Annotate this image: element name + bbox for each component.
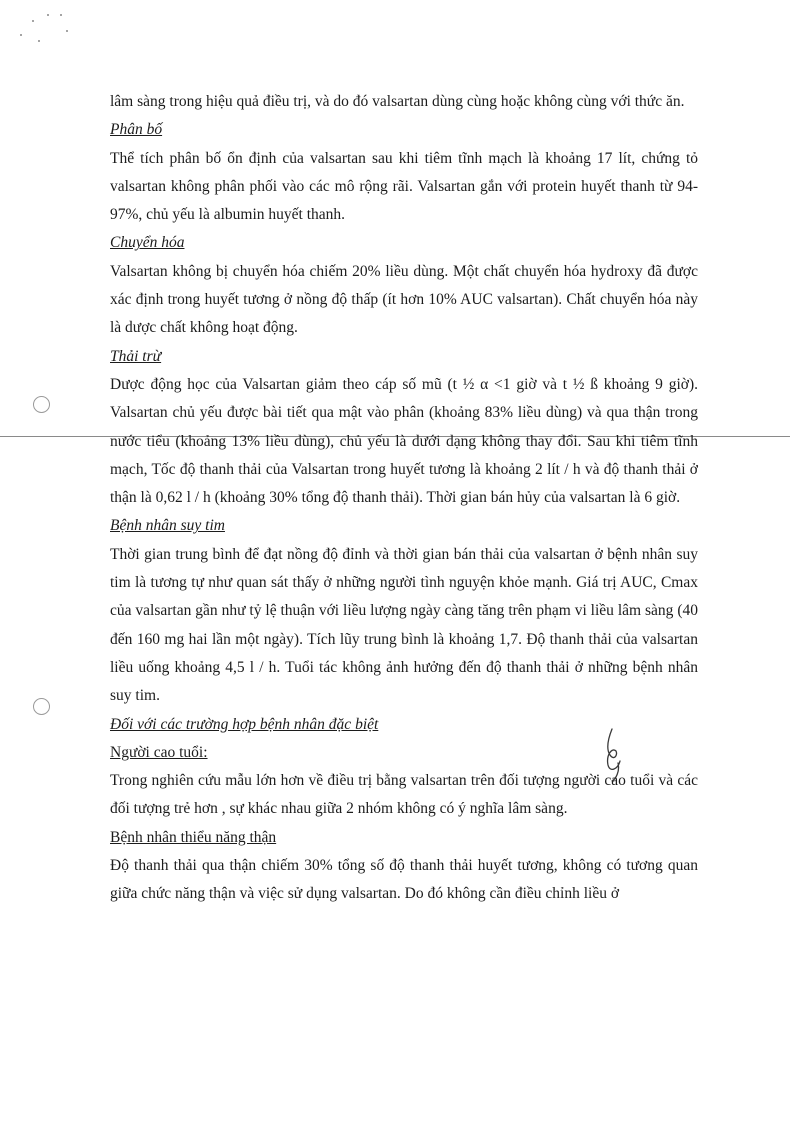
section-heading: Bệnh nhân thiểu năng thận — [110, 828, 277, 846]
scan-speck — [20, 34, 22, 36]
section-heading: Phân bố — [110, 121, 163, 139]
section-heading: Người cao tuổi: — [110, 743, 208, 761]
section-heading: Bệnh nhân suy tim — [110, 517, 225, 535]
scan-speck — [66, 30, 68, 32]
body-paragraph: Độ thanh thải qua thận chiếm 30% tổng số độ thanh thải huyết tương, không có tương quan giữa chức năng thận và việc sử dụng valsartan. Do đó không cần điều chỉnh liều ở — [110, 857, 698, 903]
body-paragraph: lâm sàng trong hiệu quả điều trị, và do đó valsartan dùng cùng hoặc không cùng với thức ăn. — [110, 93, 685, 110]
scan-speck — [60, 14, 62, 16]
section-heading: Chuyển hóa — [110, 234, 185, 252]
scan-speck — [38, 40, 40, 42]
scan-speck — [47, 14, 49, 16]
punch-hole-top — [33, 396, 50, 413]
body-paragraph: Thể tích phân bố ổn định của valsartan sau khi tiêm tĩnh mạch là khoảng 17 lít, chứng tỏ valsartan không phân phối vào các mô rộng rãi. Valsartan gắn với protein huyết thanh từ 94-97%, chủ yếu là albumin huyết thanh. — [110, 149, 698, 224]
body-paragraph: Trong nghiên cứu mẫu lớn hơn về điều trị bằng valsartan trên đối tượng người cao tuổi và các đối tượng trẻ hơn , sự khác nhau giữa 2 nhóm không có ý nghĩa lâm sàng. — [110, 772, 698, 818]
document-body — [110, 88, 698, 909]
body-paragraph: Valsartan không bị chuyển hóa chiếm 20% liều dùng. Một chất chuyển hóa hydroxy đã được xác định trong huyết tương ở nồng độ thấp (ít hơn 10% AUC valsartan). Chất chuyển hóa này là dược chất không hoạt động. — [110, 262, 698, 337]
section-heading: Thải trừ — [110, 347, 162, 365]
section-heading: Đối với các trường hợp bệnh nhân đặc biệt — [110, 715, 379, 733]
scan-speck — [32, 20, 34, 22]
body-paragraph: Dược động học của Valsartan giảm theo cáp số mũ (t ½ α <1 giờ và t ½ ß khoảng 9 giờ). Valsartan chủ yếu được bài tiết qua mật vào phân (khoảng 83% liều dùng) và qua thận trong nước tiểu (khoảng 13% liều dùng), chủ yếu là dưới dạng không thay đổi. Sau khi tiêm tĩnh mạch, Tốc độ thanh thải của Valsartan trong huyết tương là khoảng 2 lít / h và độ thanh thải ở thận là 0,62 l / h (khoảng 30% tổng độ thanh thải). Thời gian bán hủy của valsartan là 6 giờ. — [110, 375, 698, 507]
body-paragraph: Thời gian trung bình để đạt nồng độ đỉnh và thời gian bán thải của valsartan ở bệnh nhân suy tim là tương tự như quan sát thấy ở những người tình nguyện khỏe mạnh. Giá trị AUC, Cmax của valsartan gần như tỷ lệ thuận với liều lượng ngày càng tăng trên phạm vi liều lâm sàng (40 đến 160 mg hai lần một ngày). Tích lũy trung bình là khoảng 1,7. Độ thanh thải của valsartan liều uống khoảng 4,5 l / h. Tuổi tác không ảnh hưởng đến độ thanh thải ở những bệnh nhân suy tim. — [110, 545, 698, 705]
punch-hole-bottom — [33, 698, 50, 715]
